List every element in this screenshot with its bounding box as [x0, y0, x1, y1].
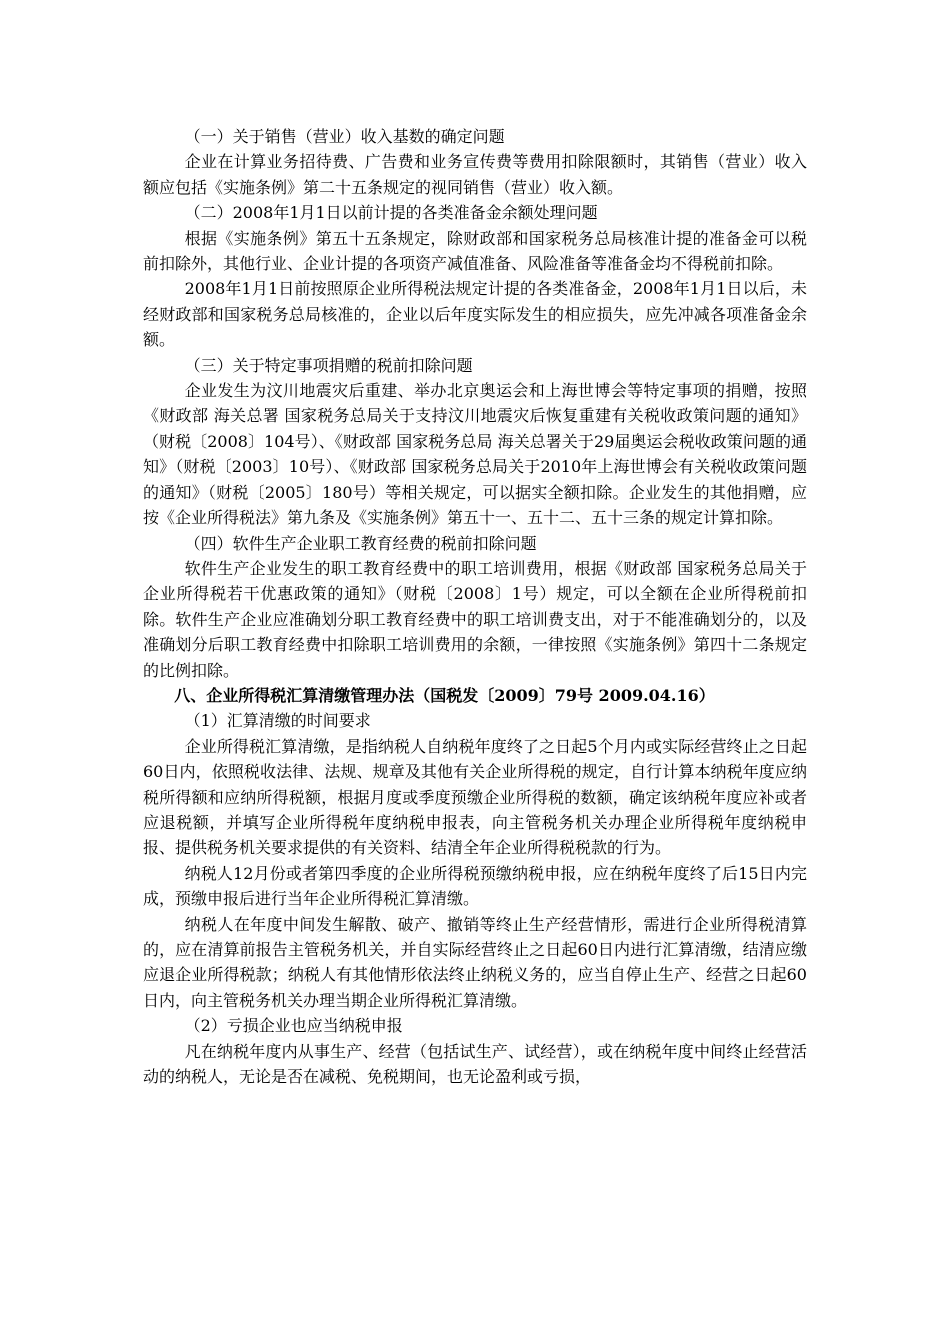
section-heading-4: （四）软件生产企业职工教育经费的税前扣除问题	[184, 533, 537, 553]
section-heading-3: （三）关于特定事项捐赠的税前扣除问题	[184, 355, 473, 375]
paragraph: 凡在纳税年度内从事生产、经营（包括试生产、试经营），或在纳税年度中间终止经营活动的纳税人，无论是否在减税、免税期间，也无论盈利或亏损，	[143, 1041, 807, 1087]
paragraph: 企业所得税汇算清缴，是指纳税人自纳税年度终了之日起5个月内或实际经营终止之日起60日内，依照税收法律、法规、规章及其他有关企业所得税的规定，自行计算本纳税年度应纳税所得额和应纳所得税额，根据月度或季度预缴企业所得税的数额，确定该纳税年度应补或者应退税额，并填写企业所得税年度纳税申报表，向主管税务机关办理企业所得税年度纳税申报、提供税务机关要求提供的有关资料、结清全年企业所得税税款的行为。	[143, 736, 807, 858]
paragraph: 企业在计算业务招待费、广告费和业务宣传费等费用扣除限额时，其销售（营业）收入额应包括《实施条例》第二十五条规定的视同销售（营业）收入额。	[143, 152, 807, 197]
paragraph: 根据《实施条例》第五十五条规定，除财政部和国家税务总局核准计提的准备金可以税前扣除外，其他行业、企业计提的各项资产减值准备、风险准备等准备金均不得税前扣除。	[143, 228, 807, 274]
chapter-heading: 八、企业所得税汇算清缴管理办法（国税发〔2009〕79号 2009.04.16）	[174, 685, 715, 705]
subsection-heading-2: （2）亏损企业也应当纳税申报	[184, 1016, 403, 1036]
paragraph: 纳税人12月份或者第四季度的企业所得税预缴纳税申报，应在纳税年度终了后15日内完成，预缴申报后进行当年企业所得税汇算清缴。	[143, 863, 807, 909]
document-page	[143, 124, 807, 1089]
paragraph: 纳税人在年度中间发生解散、破产、撤销等终止生产经营情形，需进行企业所得税清算的，应在清算前报告主管税务机关，并自实际经营终止之日起60日内进行汇算清缴，结清应缴应退企业所得税款；纳税人有其他情形依法终止纳税义务的，应当自停止生产、经营之日起60日内，向主管税务机关办理当期企业所得税汇算清缴。	[143, 914, 807, 1010]
subsection-heading-1: （1）汇算清缴的时间要求	[184, 711, 371, 731]
section-heading-2: （二）2008年1月1日以前计提的各类准备金余额处理问题	[184, 203, 598, 223]
paragraph: 企业发生为汶川地震灾后重建、举办北京奥运会和上海世博会等特定事项的捐赠，按照《财政部 海关总署 国家税务总局关于支持汶川地震灾后恢复重建有关税收政策问题的通知》（财税〔2008〕104号）、《财政部 国家税务总局 海关总署关于29届奥运会税收政策问题的通知》（财税〔2003〕10号）、《财政部 国家税务总局关于2010年上海世博会有关税收政策问题的通知》（财税〔2005〕180号）等相关规定，可以据实全额扣除。企业发生的其他捐赠，应按《企业所得税法》第九条及《实施条例》第五十一、五十二、五十三条的规定计算扣除。	[143, 381, 807, 528]
section-heading-1: （一）关于销售（营业）收入基数的确定问题	[184, 127, 505, 146]
paragraph: 软件生产企业发生的职工教育经费中的职工培训费用，根据《财政部 国家税务总局关于企业所得税若干优惠政策的通知》（财税〔2008〕1号）规定，可以全额在企业所得税前扣除。软件生产企业应准确划分职工教育经费中的职工培训费支出，对于不能准确划分的，以及准确划分后职工教育经费中扣除职工培训费用的余额，一律按照《实施条例》第四十二条规定的比例扣除。	[143, 558, 807, 680]
paragraph: 2008年1月1日前按照原企业所得税法规定计提的各类准备金，2008年1月1日以后，未经财政部和国家税务总局核准的，企业以后年度实际发生的相应损失，应先冲减各项准备金余额。	[143, 279, 807, 350]
